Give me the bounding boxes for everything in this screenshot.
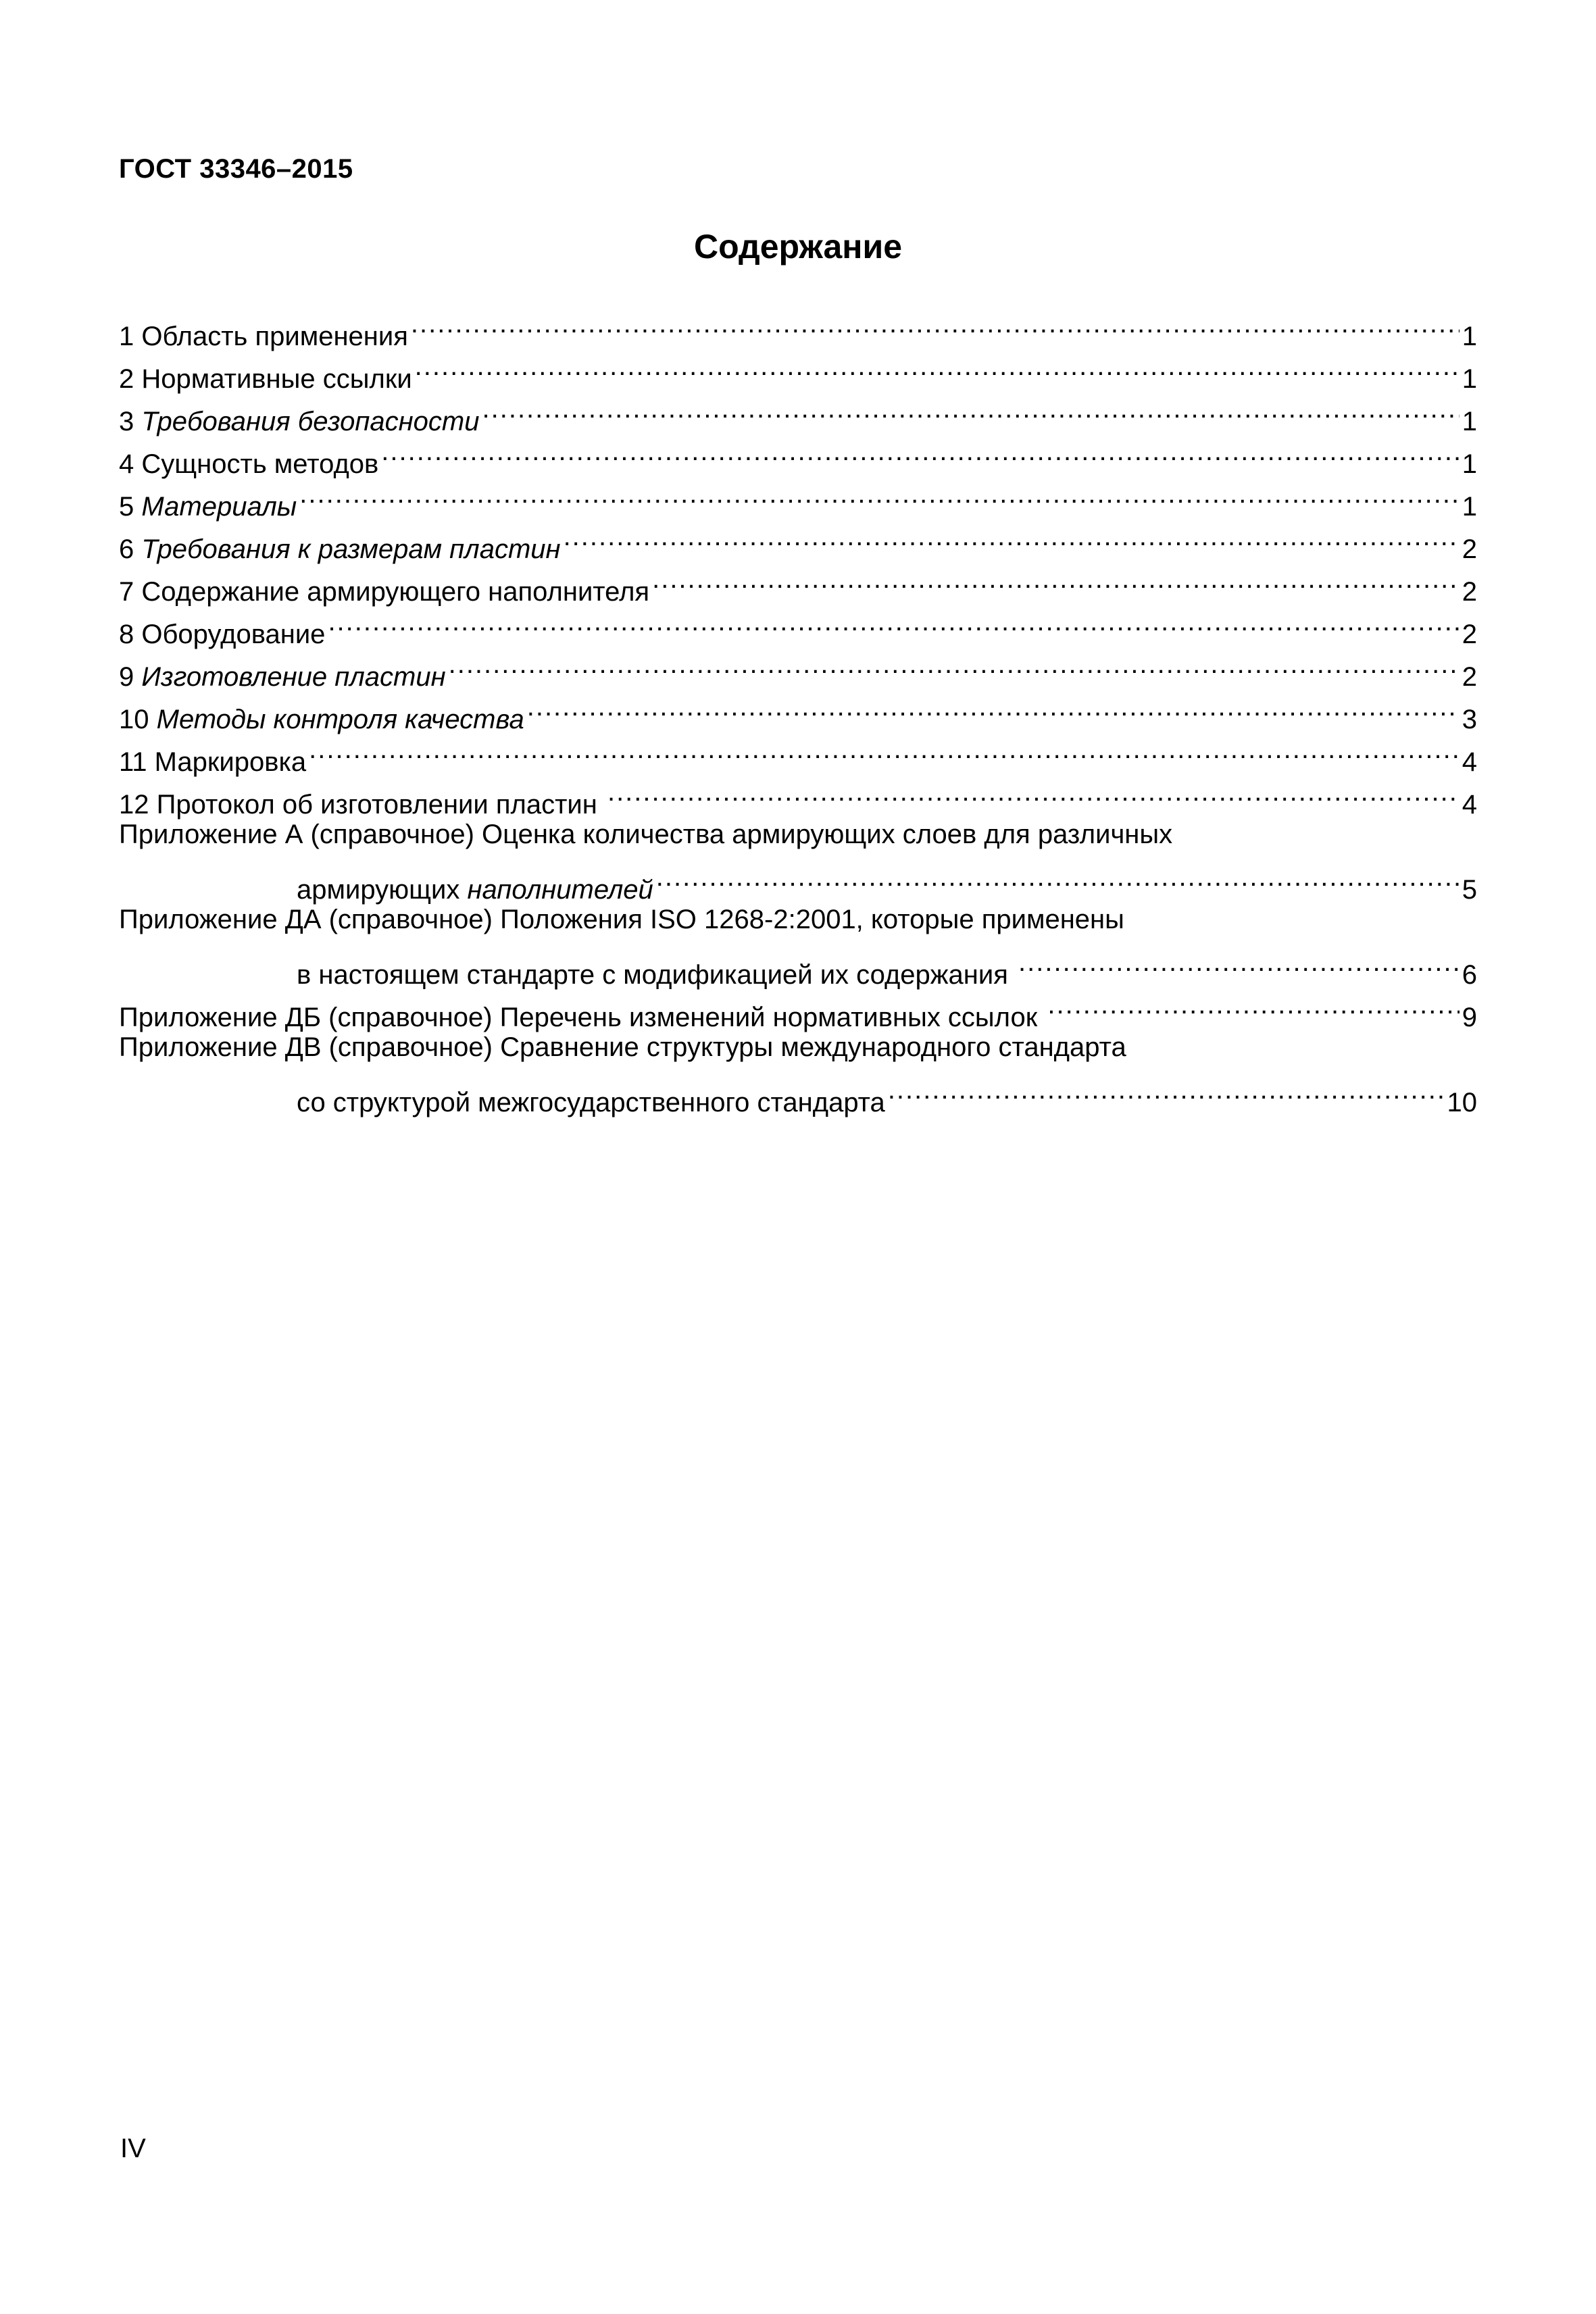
appendix-dv-continuation[interactable]	[119, 1069, 1477, 1117]
toc-entry-number: 10	[119, 705, 149, 734]
toc-entry-number: 11	[119, 747, 147, 777]
toc-entry-number: 8	[119, 620, 134, 649]
toc-entry-1[interactable]	[119, 303, 1477, 351]
dot-leader	[888, 1069, 1445, 1111]
toc-entry-number: 2	[119, 364, 134, 394]
toc-entry-title: Нормативные ссылки	[141, 364, 412, 394]
appendix-title-line: Приложение ДВ (справочное) Сравнение структуры международного стандарта	[119, 1032, 1126, 1062]
toc-entry-page: 1	[1462, 492, 1477, 522]
toc-entry-number: 1	[119, 322, 134, 351]
toc-entry-page: 2	[1462, 662, 1477, 692]
toc-entry-page: 4	[1462, 747, 1477, 777]
toc-entry-12[interactable]	[119, 771, 1477, 820]
toc-entry-page: 3	[1462, 705, 1477, 734]
page-number: IV	[120, 2134, 146, 2163]
toc-entry-5[interactable]	[119, 473, 1477, 522]
toc-entry-11[interactable]	[119, 728, 1477, 777]
appendix-title-line: Приложение А (справочное) Оценка количества армирующих слоев для различных	[119, 820, 1173, 849]
appendix-da-heading[interactable]	[119, 899, 1477, 941]
toc-entry-page: 1	[1462, 407, 1477, 436]
dot-leader	[482, 388, 1459, 430]
toc-entry-title: Протокол об изготовлении пластин	[156, 790, 605, 820]
toc-entry-page: 4	[1462, 790, 1477, 820]
appendix-dv-heading[interactable]	[119, 1026, 1477, 1069]
dot-leader	[527, 686, 1460, 728]
toc-entry-number: 4	[119, 449, 134, 479]
toc-entry-title: Требования безопасности	[141, 407, 480, 436]
document-header: ГОСТ 33346–2015	[119, 154, 353, 184]
appendix-title-line-plain: армирующих	[297, 875, 468, 905]
toc-entry-title: Сущность методов	[141, 449, 379, 479]
toc-entry-page: 2	[1462, 620, 1477, 649]
toc-entry-title: Маркировка	[154, 747, 307, 777]
dot-leader	[1018, 941, 1460, 984]
appendix-title-line-italic: наполнителей	[467, 875, 653, 905]
appendix-title-line-plain: в настоящем стандарте с модификацией их содержания	[297, 960, 1016, 990]
appendix-a-continuation[interactable]	[119, 856, 1477, 905]
dot-leader	[564, 515, 1460, 558]
appendix-page: 10	[1447, 1088, 1477, 1117]
toc-entry-title: Методы контроля качества	[156, 705, 524, 734]
toc-entry-title: Требования к размерам пластин	[141, 534, 561, 564]
toc-entry-page: 1	[1462, 449, 1477, 479]
dot-leader	[652, 558, 1460, 601]
toc-entry-6[interactable]	[119, 515, 1477, 564]
appendix-title-line: Приложение ДА (справочное) Положения ISO 1268-2:2001, которые применены	[119, 905, 1124, 934]
appendix-da-continuation[interactable]	[119, 941, 1477, 990]
toc-entry-page: 2	[1462, 534, 1477, 564]
dot-leader	[415, 345, 1460, 388]
appendix-page: 5	[1462, 875, 1477, 905]
toc-entry-title: Материалы	[141, 492, 297, 522]
dot-leader	[411, 303, 1460, 345]
toc-entry-number: 12	[119, 790, 149, 820]
toc-entry-number: 6	[119, 534, 134, 564]
table-of-contents	[119, 303, 1477, 1117]
toc-entry-title: Оборудование	[141, 620, 326, 649]
appendix-title-line: Приложение ДБ (справочное) Перечень изменений нормативных ссылок	[119, 1003, 1045, 1032]
toc-entry-page: 1	[1462, 364, 1477, 394]
dot-leader	[449, 643, 1460, 686]
dot-leader	[1047, 984, 1459, 1026]
toc-entry-page: 1	[1462, 322, 1477, 351]
dot-leader	[607, 771, 1460, 813]
toc-entry-title: Область применения	[141, 322, 408, 351]
appendix-page: 9	[1462, 1003, 1477, 1032]
toc-entry-number: 5	[119, 492, 134, 522]
dot-leader	[328, 601, 1459, 643]
dot-leader	[299, 473, 1460, 515]
dot-leader	[309, 728, 1460, 771]
appendix-title-line-plain: со структурой межгосударственного стандарта	[297, 1088, 885, 1117]
toc-title: Содержание	[693, 228, 903, 266]
toc-entry-title: Содержание армирующего наполнителя	[141, 577, 650, 607]
toc-entry-page: 2	[1462, 577, 1477, 607]
toc-entry-title: Изготовление пластин	[141, 662, 446, 692]
toc-entry-number: 7	[119, 577, 134, 607]
appendix-page: 6	[1462, 960, 1477, 990]
toc-entry-number: 9	[119, 662, 134, 692]
appendix-a-heading[interactable]	[119, 813, 1477, 856]
dot-leader	[381, 430, 1459, 473]
dot-leader	[656, 856, 1460, 899]
toc-entry-number: 3	[119, 407, 134, 436]
